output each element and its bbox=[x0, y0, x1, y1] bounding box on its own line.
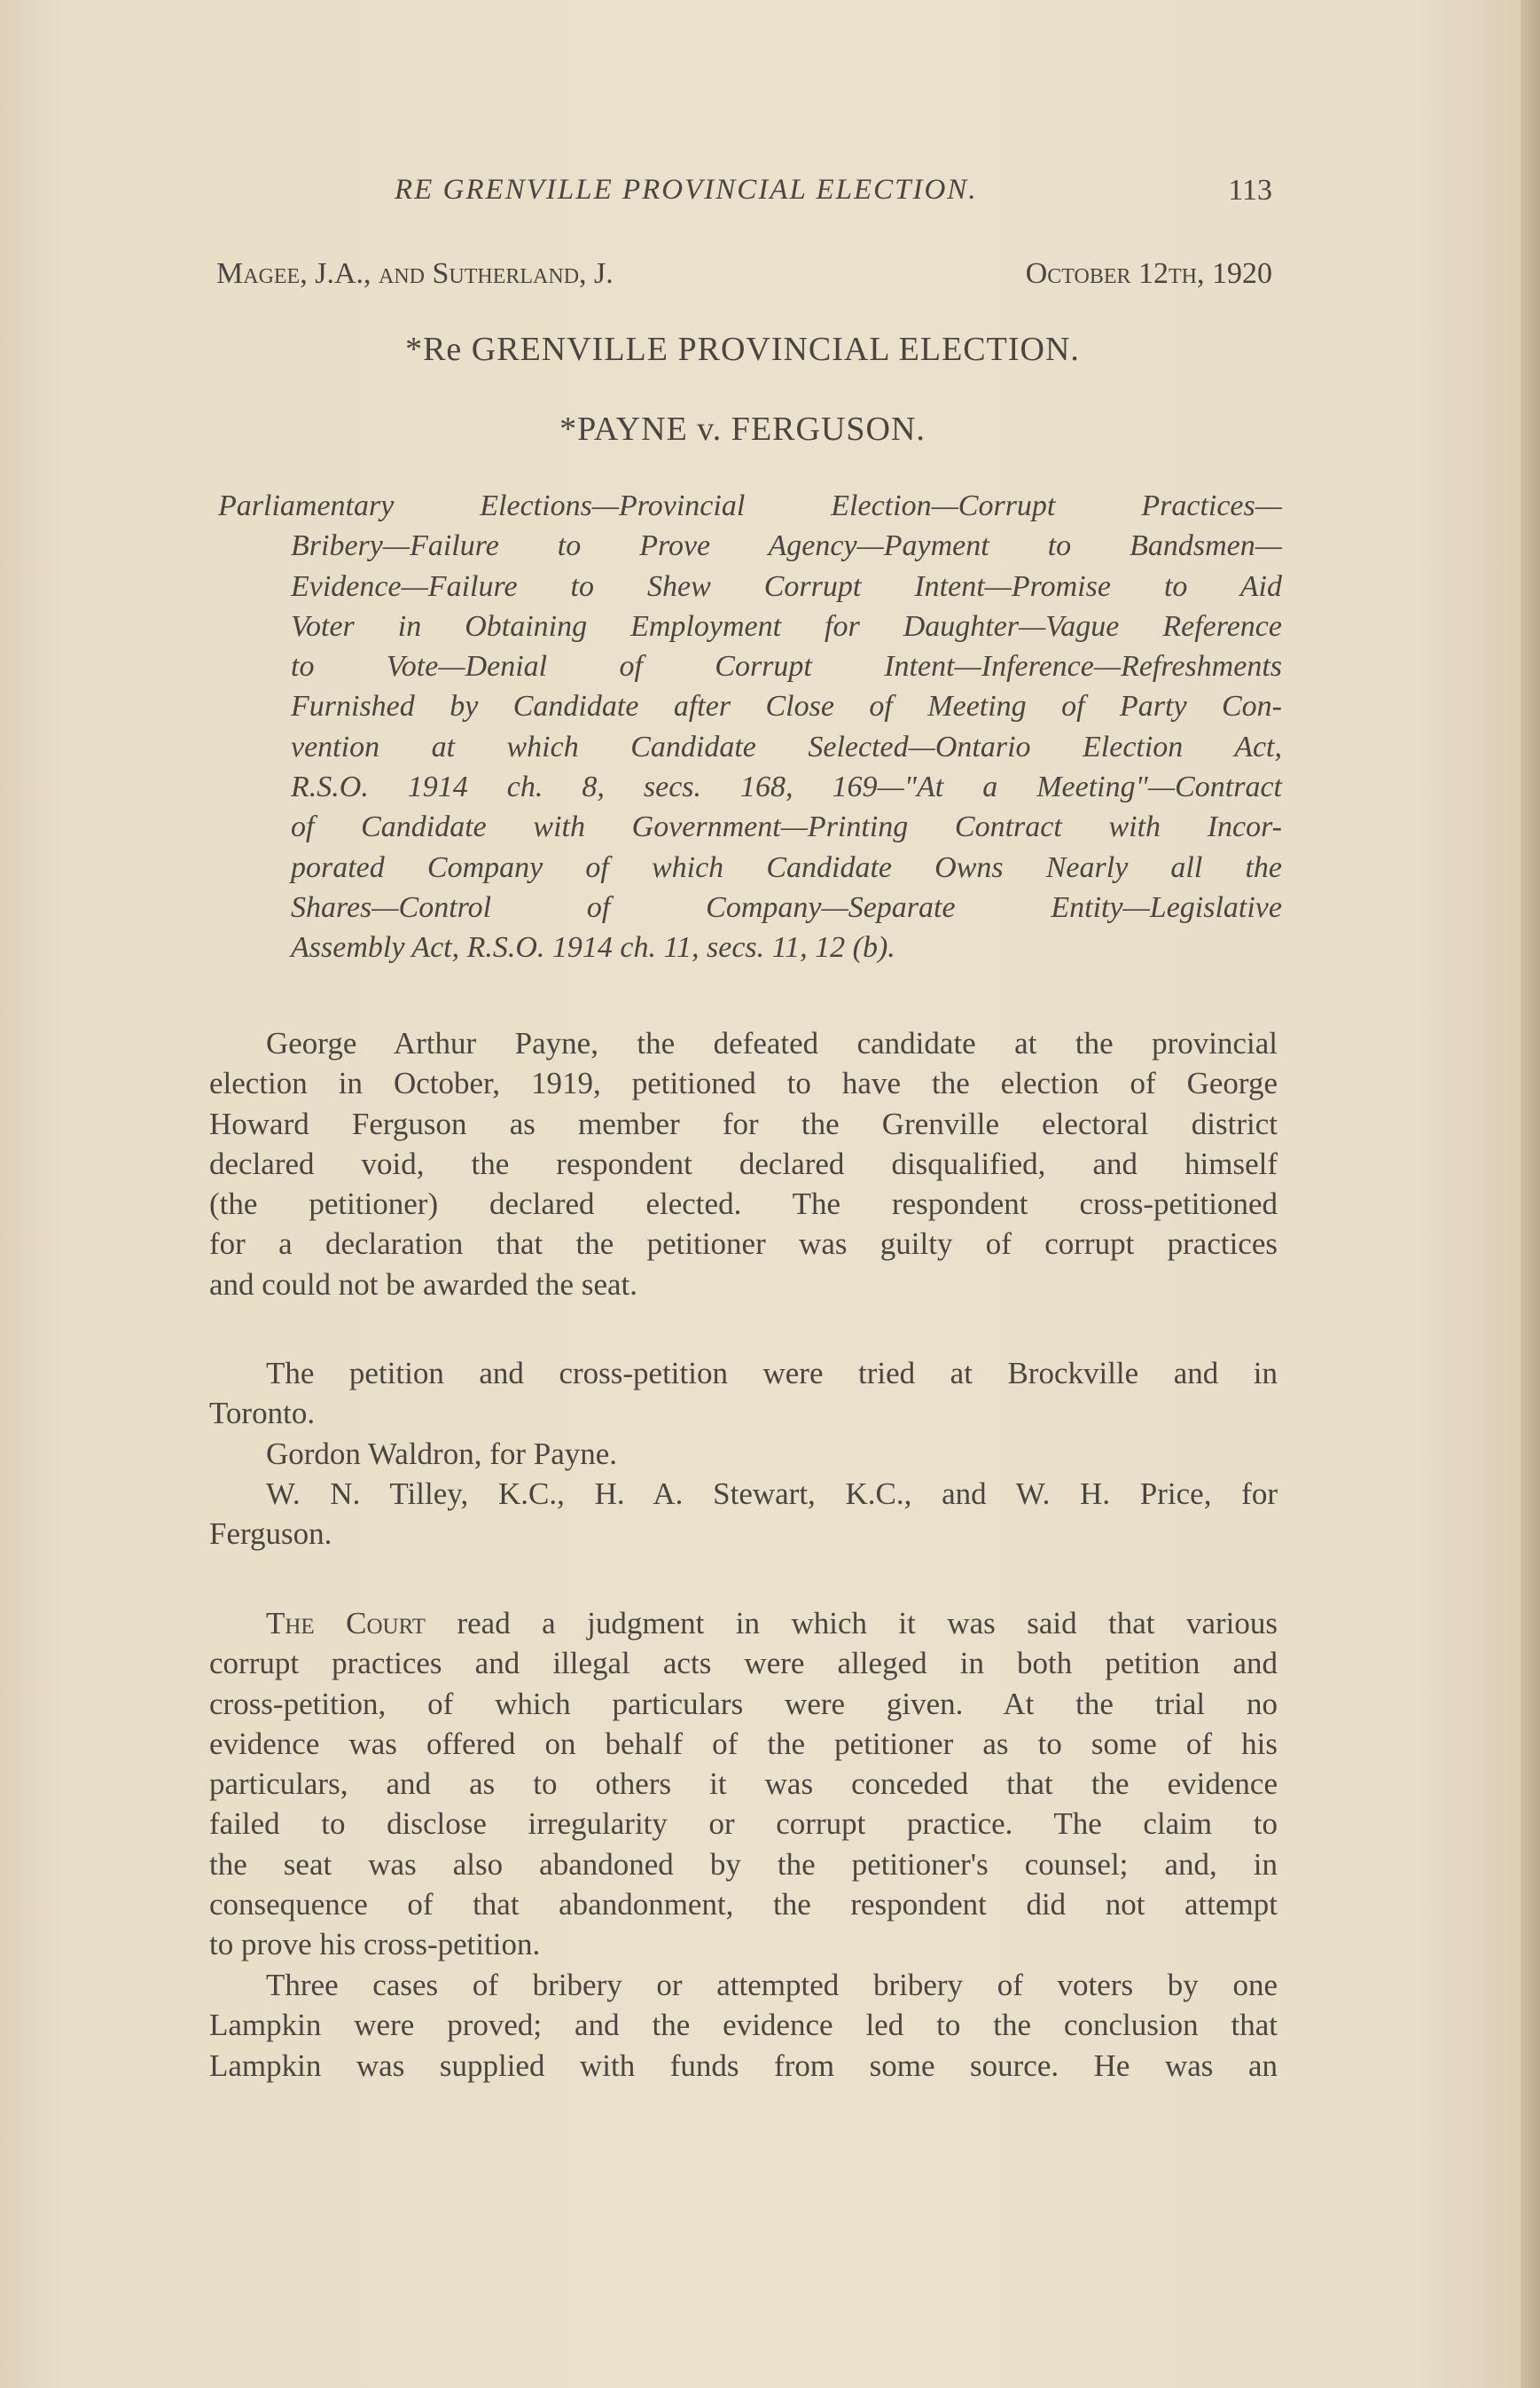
text-line: George Arthur Payne, the defeated candidate at the provincial bbox=[266, 1026, 1278, 1061]
text-line: to prove his cross-petition. bbox=[209, 1927, 541, 1962]
text-line: cross-petition, of which particulars were given. At the trial no bbox=[209, 1686, 1278, 1721]
text-line: Lampkin was supplied with funds from some source. He was an bbox=[209, 2047, 1278, 2083]
headnote-line: Parliamentary Elections—Provincial Election—Corrupt Practices— bbox=[218, 489, 1282, 522]
text-line: consequence of that abandonment, the respondent did not attempt bbox=[209, 1887, 1278, 1922]
headnote-line: Furnished by Candidate after Close of Meeting of Party Con- bbox=[291, 690, 1282, 724]
headnote-line: of Candidate with Government—Printing Contract with Incor- bbox=[291, 810, 1282, 844]
text-line: Toronto. bbox=[209, 1396, 316, 1431]
court-label: The Court bbox=[266, 1606, 426, 1640]
paragraph-counsel bbox=[209, 1353, 1278, 1554]
headnote-line: to Vote—Denial of Corrupt Intent—Inference—Refreshments bbox=[291, 650, 1282, 684]
headnote-line: porated Company of which Candidate Owns Nearly all the bbox=[291, 850, 1282, 884]
text-line: failed to disclose irregularity or corrupt practice. The claim to bbox=[209, 1806, 1278, 1842]
text-line: the seat was also abandoned by the petitioner's counsel; and, in bbox=[209, 1846, 1278, 1882]
text-line: and could not be awarded the seat. bbox=[209, 1266, 638, 1302]
text-line: Lampkin were proved; and the evidence led to the conclusion that bbox=[209, 2008, 1278, 2043]
headnote-line: R.S.O. 1914 ch. 8, secs. 168, 169—"At a Meeting"—Contract bbox=[291, 771, 1282, 804]
text-line: Gordon Waldron, for Payne. bbox=[266, 1436, 618, 1471]
text-fragment: read a judgment in which it was said that various bbox=[426, 1606, 1278, 1640]
text-line: Three cases of bribery or attempted bribery of voters by one bbox=[266, 1968, 1278, 2002]
headnote-line: Evidence—Failure to Shew Corrupt Intent—Promise to Aid bbox=[291, 569, 1282, 603]
paragraph-petition-summary bbox=[209, 1023, 1278, 1304]
text-line: declared void, the respondent declared disqualified, and himself bbox=[209, 1146, 1278, 1181]
headnote bbox=[218, 486, 1282, 968]
text-line: (the petitioner) declared elected. The respondent cross-petitioned bbox=[209, 1186, 1278, 1222]
page-number: 113 bbox=[1228, 174, 1272, 207]
headnote-line: vention at which Candidate Selected—Ontario Election Act, bbox=[291, 730, 1282, 763]
running-header bbox=[213, 174, 1272, 209]
text-line: evidence was offered on behalf of the petitioner as to some of his bbox=[209, 1726, 1278, 1761]
paragraph-judgment bbox=[209, 1603, 1278, 1965]
judges: Magee, J.A., and Sutherland, J. bbox=[216, 257, 614, 290]
text-line: election in October, 1919, petitioned to have the election of George bbox=[209, 1066, 1278, 1101]
court-line bbox=[216, 257, 1272, 296]
headnote-line: Bribery—Failure to Prove Agency—Payment to Bandsmen— bbox=[291, 529, 1282, 563]
text-line bbox=[209, 1603, 1278, 1643]
headnote-line: Voter in Obtaining Employment for Daughter—Vague Reference bbox=[291, 609, 1282, 643]
paragraph-bribery bbox=[209, 1965, 1278, 2086]
running-title: RE GRENVILLE PROVINCIAL ELECTION. bbox=[395, 174, 978, 206]
text-line: Ferguson. bbox=[209, 1516, 332, 1552]
headnote-line: Shares—Control of Company—Separate Entity—Legislative bbox=[291, 890, 1282, 924]
text-line: W. N. Tilley, K.C., H. A. Stewart, K.C., and W. H. Price, for bbox=[266, 1476, 1278, 1511]
judgment-date: October 12th, 1920 bbox=[1025, 257, 1272, 290]
case-title: *Re GRENVILLE PROVINCIAL ELECTION. bbox=[405, 331, 1080, 368]
headnote-line: Assembly Act, R.S.O. 1914 ch. 11, secs. 11, 12 (b). bbox=[291, 931, 895, 965]
text-line: Howard Ferguson as member for the Grenville electoral district bbox=[209, 1106, 1278, 1141]
text-line: corrupt practices and illegal acts were alleged in both petition and bbox=[209, 1646, 1278, 1681]
page-edge bbox=[1520, 0, 1540, 2388]
text-line: particulars, and as to others it was conceded that the evidence bbox=[209, 1766, 1278, 1802]
text-line: The petition and cross-petition were tried at Brockville and in bbox=[266, 1356, 1278, 1390]
text-line: for a declaration that the petitioner was guilty of corrupt practices bbox=[209, 1226, 1278, 1262]
case-subtitle: *PAYNE v. FERGUSON. bbox=[559, 411, 926, 448]
